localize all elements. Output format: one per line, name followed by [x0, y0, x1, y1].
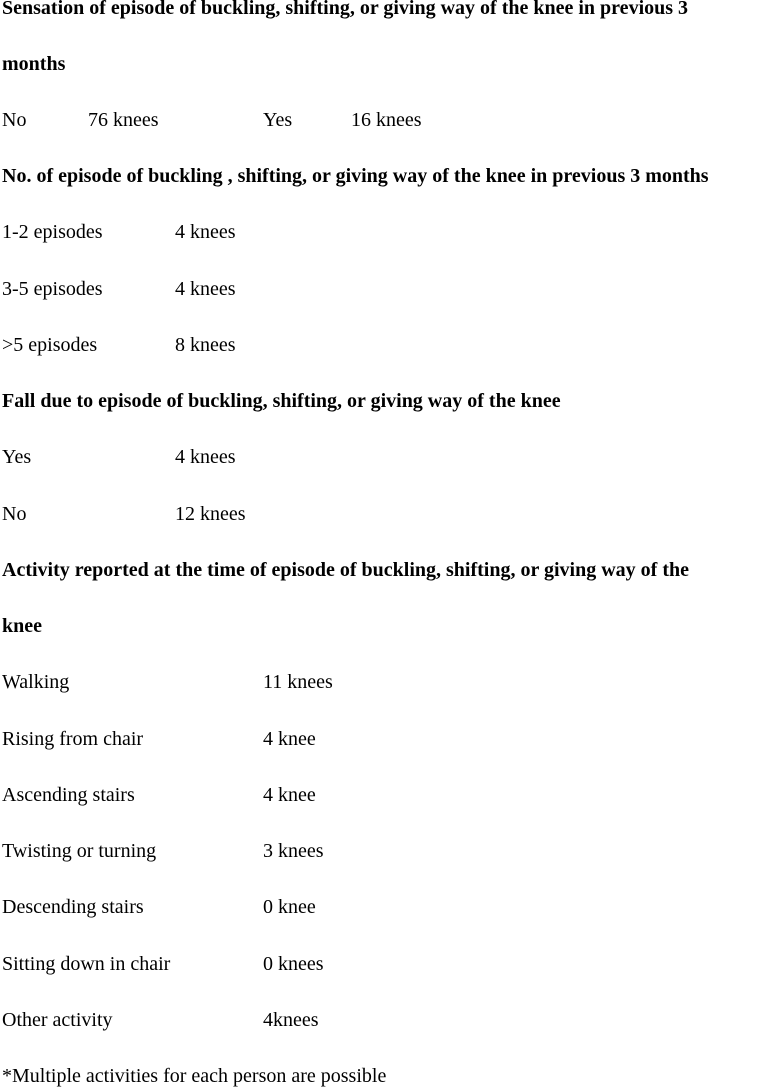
- row-label: >5 episodes: [2, 334, 98, 356]
- row-value: 4knees: [263, 1009, 319, 1031]
- row-label: No: [2, 109, 27, 131]
- row-value: 4 knees: [175, 221, 236, 243]
- row-label: Sitting down in chair: [2, 953, 171, 975]
- row-label: 3-5 episodes: [2, 278, 103, 300]
- row-value: 0 knee: [263, 896, 316, 918]
- row-value: 11 knees: [263, 671, 333, 693]
- row-label: Walking: [2, 671, 70, 693]
- section-heading-activity: Activity reported at the time of episode of buckling, shifting, or giving way of the: [2, 559, 690, 581]
- row-value: 0 knees: [263, 953, 324, 975]
- section-heading-activity-cont: knee: [2, 615, 42, 637]
- row-value: 4 knees: [175, 278, 236, 300]
- footnote: *Multiple activities for each person are possible: [2, 1065, 387, 1087]
- row-label: Yes: [2, 446, 32, 468]
- row-label: Twisting or turning: [2, 840, 157, 862]
- row-value: 4 knee: [263, 784, 316, 806]
- row-value: 3 knees: [263, 840, 324, 862]
- row-value: 8 knees: [175, 334, 236, 356]
- row-label: Descending stairs: [2, 896, 144, 918]
- row-label: 1-2 episodes: [2, 221, 103, 243]
- row-label: Ascending stairs: [2, 784, 135, 806]
- section-heading-sensation: Sensation of episode of buckling, shifting, or giving way of the knee in previous 3: [2, 0, 689, 19]
- row-value: 4 knee: [263, 728, 316, 750]
- section-heading-episode-count: No. of episode of buckling , shifting, or giving way of the knee in previous 3 months: [2, 165, 709, 187]
- row-label: Rising from chair: [2, 728, 144, 750]
- row-value: 76 knees: [88, 109, 159, 131]
- row-value: 12 knees: [175, 503, 246, 525]
- row-value: 4 knees: [175, 446, 236, 468]
- row-label: No: [2, 503, 27, 525]
- row-label: Yes: [263, 109, 293, 131]
- section-heading-sensation-cont: months: [2, 53, 66, 75]
- row-label: Other activity: [2, 1009, 113, 1031]
- section-heading-fall: Fall due to episode of buckling, shifting, or giving way of the knee: [2, 390, 561, 412]
- row-value: 16 knees: [351, 109, 422, 131]
